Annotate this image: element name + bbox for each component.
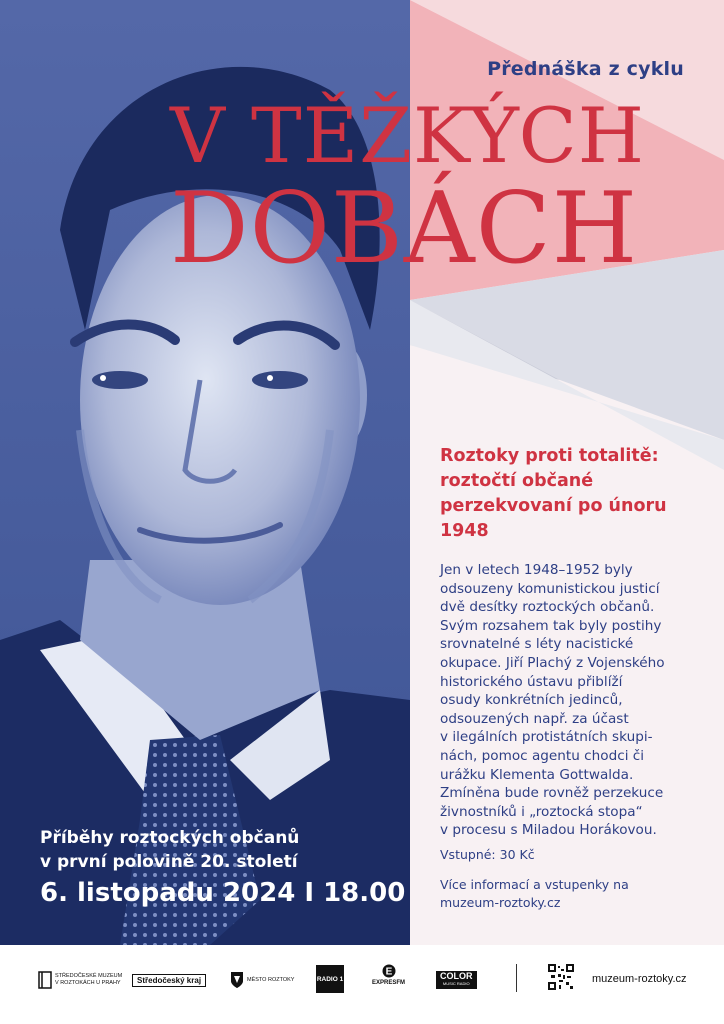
description-line: Zmíněna bude rovněž perzekuce (440, 785, 664, 802)
more-info (440, 876, 629, 912)
description-line: v procesu s Miladou Horákovou. (440, 822, 657, 839)
title-line-2: DOBÁCH (170, 172, 639, 286)
cycle-line-1: Příběhy roztockých občanů (40, 828, 300, 848)
kraj-name: Středočeský kraj (132, 974, 206, 987)
description-line: odsouzeny komunistickou justicí (440, 580, 660, 597)
description-line: Jen v letech 1948–1952 byly (440, 562, 633, 578)
color-subname: MUSIC RADIO (442, 981, 470, 986)
radio1-name: RADIO 1 (316, 965, 344, 993)
qr-code-icon[interactable] (548, 964, 574, 990)
description-line: srovnatelné s léty nacistické (440, 636, 634, 653)
description-line: odsouzených např. za účast (440, 710, 629, 727)
city-crest-icon (230, 971, 244, 989)
lecture-subtitle: Roztoky proti totalitě: roztočtí občané perzekvovaní po únoru 1948 (440, 446, 667, 541)
footer-website[interactable]: muzeum-roztoky.cz (592, 973, 687, 985)
cycle-description (40, 826, 406, 908)
series-label: Přednáška z cyklu (487, 58, 684, 80)
radio1-logo (316, 964, 344, 994)
more-info-text: Více informací a vstupenky na (440, 877, 629, 892)
svg-text:E: E (385, 966, 392, 978)
event-title (170, 91, 710, 286)
expresfm-logo (372, 964, 405, 994)
description-line: Svým rozsahem tak byly postihy (440, 617, 662, 634)
description-line: okupace. Jiří Plachý z Vojenského (440, 654, 665, 671)
expres-e-icon (382, 964, 396, 978)
lecture-description (440, 561, 710, 840)
footer-divider (516, 964, 517, 992)
expres-name: EXPRESFM (372, 980, 406, 986)
color-radio-logo (436, 968, 477, 992)
color-name: COLOR (440, 971, 473, 981)
kraj-logo (132, 968, 206, 992)
event-date-time: 6. listopadu 2024 I 18.00 (40, 878, 406, 908)
museum-logo (38, 968, 122, 992)
mesto-logo (230, 968, 294, 992)
description-line: dvě desítky roztockých občanů. (440, 599, 655, 616)
title-line-1: V TĚŽKÝCH (170, 91, 646, 180)
mesto-name: MĚSTO ROZTOKY (247, 977, 295, 983)
admission-price: Vstupné: 30 Kč (440, 847, 535, 862)
museum-book-icon (38, 970, 52, 990)
website-link[interactable]: muzeum-roztoky.cz (440, 895, 561, 910)
description-line: osudy konkrétních jedinců, (440, 692, 623, 709)
description-line: historického ústavu přiblíží (440, 673, 623, 690)
cycle-line-2: v první polovině 20. století (40, 852, 298, 872)
description-line: nách, pomoc agentu chodci či (440, 747, 645, 764)
description-line: živnostníků i „roztocká stopa“ (440, 803, 643, 820)
museum-name-1: STŘEDOČESKÉ MUZEUM (55, 973, 123, 979)
description-line: urážku Klementa Gottwalda. (440, 766, 634, 783)
description-line: v ilegálních protistátních skupi- (440, 729, 653, 746)
museum-name-2: V ROZTOKÁCH U PRAHY (55, 980, 121, 986)
